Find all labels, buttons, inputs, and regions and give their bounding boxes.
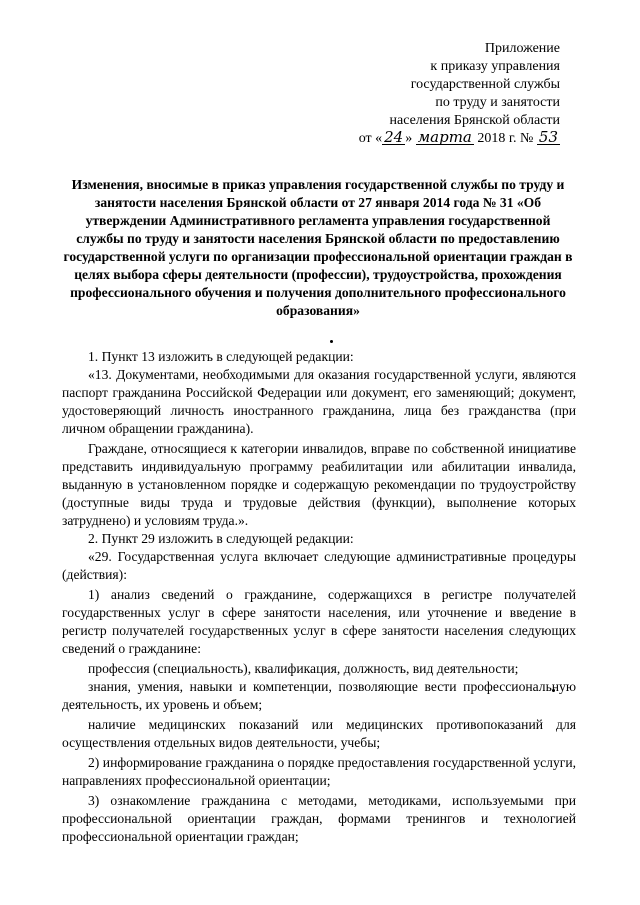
appendix-agency-line-2: по труду и занятости [435,95,560,110]
scan-speck [330,340,333,343]
paragraph: 3) ознакомление гражданина с методами, методиками, используемыми при профессиональной ориентации граждан, формами тренингов и технологией профессиональной ориентации граждан; [62,793,576,844]
paragraph: «29. Государственная услуга включает следующие административные процедуры (действия): [62,549,576,582]
date-mid: » [405,131,413,146]
appendix-agency-line: государственной службы [410,77,560,92]
paragraph: 1) анализ сведений о гражданине, содержащихся в регистре получателей государственных услуг в сфере занятости населения, или уточнение и введение в регистр получателей государственных услуг в сфере занятости населения следующих сведений о гражданине: [62,587,576,656]
handwritten-month: марта [417,128,472,146]
handwritten-day: 24 [384,128,404,146]
document-body [62,348,576,846]
paragraph: знания, умения, навыки и компетенции, позволяющие вести профессиональную деятельность, их уровень и объем; [62,679,576,712]
date-prefix: от « [358,131,383,146]
paragraph: Граждане, относящиеся к категории инвалидов, вправе по собственной инициативе представить индивидуальную программу реабилитации или абилитации инвалида, выданную в установленном порядке и содержащую рекомендации по трудоустройству (доступные виды труда и трудовые действия (функции), выполнение которых затруднено) и условиям труда.». [62,441,576,528]
paragraph: 2. Пункт 29 изложить в следующей редакции: [88,531,354,546]
date-year: 2018 г. № [477,131,534,146]
paragraph: наличие медицинских показаний или медицинских противопоказаний для осуществления отдельных видов деятельности, учебы; [62,717,576,750]
paragraph: «13. Документами, необходимыми для оказания государственной услуги, являются паспорт гражданина Российской Федерации или документ, его заменяющий; документ, удостоверяющий личность иностранного гражданина, лица без гражданства (при личном обращении гражданина). [62,367,576,436]
paragraph: 2) информирование гражданина о порядке предоставления государственной услуги, направлениях профессиональной ориентации; [62,755,576,788]
appendix-block [300,40,560,148]
handwritten-number: 53 [538,128,558,146]
appendix-date-line [300,130,560,148]
document-title: Изменения, вносимые в приказ управления государственной службы по труду и занятости населения Брянской области от 27 января 2014 года № 31 «Об утверждении Административного регламента управления государственной службы по труду и занятости населения Брянской области по предоставлению государственной услуги по организации профессиональной ориентации граждан в целях выбора сферы деятельности (профессии), трудоустройства, прохождения профессионального обучения и получения дополнительного профессионального образования» [63,177,573,318]
appendix-order-line: к приказу управления [430,59,560,74]
paragraph: профессия (специальность), квалификация, должность, вид деятельности; [88,661,519,676]
appendix-label: Приложение [484,41,560,56]
paragraph: 1. Пункт 13 изложить в следующей редакции: [88,349,354,364]
appendix-region-line: населения Брянской области [389,113,560,128]
